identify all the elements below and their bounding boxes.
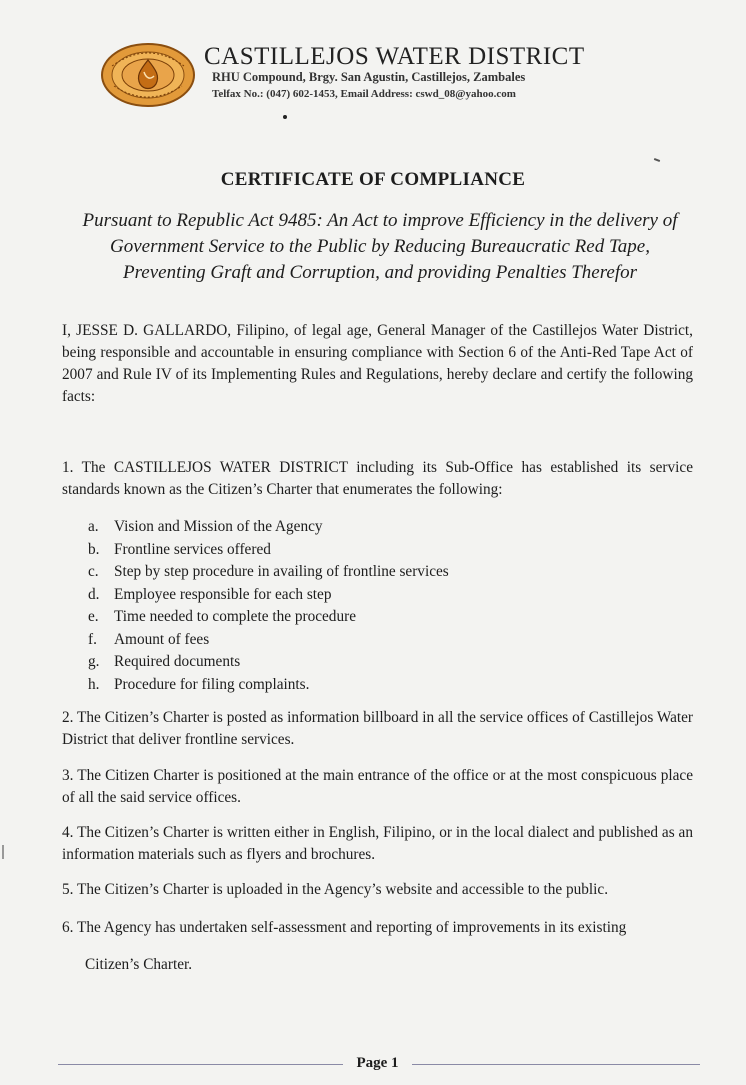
intro-paragraph: I, JESSE D. GALLARDO, Filipino, of legal age, General Manager of the Castillejos Water District, being responsible and accountable in ensuring compliance with Section 6 of the Anti-Red Tape Act of 2007 and Rule IV of its Implementing Rules and Regulations, hereby declare and certify the following facts: bbox=[62, 322, 693, 405]
list-item-text: Amount of fees bbox=[114, 630, 210, 648]
list-item bbox=[88, 516, 449, 539]
item-4-paragraph: 4. The Citizen’s Charter is written either in English, Filipino, or in the local dialect and published as an information materials such as flyers and brochures. bbox=[62, 824, 693, 863]
subtitle-line: Pursuant to Republic Act 9485: An Act to improve Efficiency in the delivery of bbox=[82, 210, 678, 231]
item-6-continuation: Citizen’s Charter. bbox=[85, 956, 193, 973]
subtitle-line: Preventing Graft and Corruption, and providing Penalties Therefor bbox=[122, 262, 638, 283]
ink-speck bbox=[654, 158, 660, 162]
ink-speck bbox=[283, 115, 287, 119]
org-address: RHU Compound, Brgy. San Agustin, Castillejos, Zambales bbox=[212, 70, 526, 84]
list-item-text: Required documents bbox=[114, 653, 241, 670]
subtitle-line: Government Service to the Public by Reducing Bureaucratic Red Tape, bbox=[110, 236, 650, 257]
list-item-letter: g. bbox=[88, 653, 100, 670]
list-item bbox=[88, 584, 449, 607]
list-item-text: Step by step procedure in availing of frontline services bbox=[114, 563, 449, 580]
list-item-letter: e. bbox=[88, 608, 99, 625]
item-6-paragraph: 6. The Agency has undertaken self-assessment and reporting of improvements in its existing bbox=[62, 919, 627, 936]
certificate-title: CERTIFICATE OF COMPLIANCE bbox=[220, 169, 526, 190]
list-item bbox=[88, 651, 449, 674]
charter-list bbox=[88, 516, 449, 696]
item-2-paragraph: 2. The Citizen’s Charter is posted as information billboard in all the service offices of Castillejos Water District that deliver frontline services. bbox=[62, 709, 693, 748]
list-item bbox=[88, 674, 449, 697]
scan-margin-mark bbox=[2, 845, 4, 859]
item-3-paragraph: 3. The Citizen Charter is positioned at the main entrance of the office or at the most conspicuous place of all the said service offices. bbox=[62, 767, 693, 806]
list-item bbox=[88, 539, 449, 562]
list-item-text: Time needed to complete the procedure bbox=[114, 608, 356, 625]
list-item bbox=[88, 561, 449, 584]
footer-rule-right bbox=[412, 1064, 700, 1065]
list-item-text: Employee responsible for each step bbox=[114, 585, 332, 603]
list-item bbox=[88, 606, 449, 629]
certificate-subtitle bbox=[60, 208, 700, 286]
page-number: Page 1 bbox=[356, 1055, 399, 1071]
list-item-letter: d. bbox=[88, 585, 100, 603]
org-name: CASTILLEJOS WATER DISTRICT bbox=[204, 43, 585, 70]
footer-rule-left bbox=[58, 1064, 343, 1065]
list-item-text: Procedure for filing complaints. bbox=[114, 675, 310, 693]
water-district-seal-icon bbox=[100, 42, 196, 108]
list-item-letter: h. bbox=[88, 675, 100, 693]
list-item-text: Vision and Mission of the Agency bbox=[114, 518, 323, 535]
list-item bbox=[88, 629, 449, 652]
list-item-letter: f. bbox=[88, 630, 97, 648]
org-contact: Telfax No.: (047) 602-1453, Email Address: cswd_08@yahoo.com bbox=[212, 88, 516, 100]
list-item-text: Frontline services offered bbox=[114, 540, 271, 558]
item-1-paragraph: 1. The CASTILLEJOS WATER DISTRICT including its Sub-Office has established its service standards known as the Citizen’s Charter that enumerates the following: bbox=[62, 459, 693, 498]
list-item-letter: a. bbox=[88, 518, 99, 535]
list-item-letter: b. bbox=[88, 540, 100, 558]
item-5-paragraph: 5. The Citizen’s Charter is uploaded in the Agency’s website and accessible to the public. bbox=[62, 881, 609, 898]
list-item-letter: c. bbox=[88, 563, 99, 580]
